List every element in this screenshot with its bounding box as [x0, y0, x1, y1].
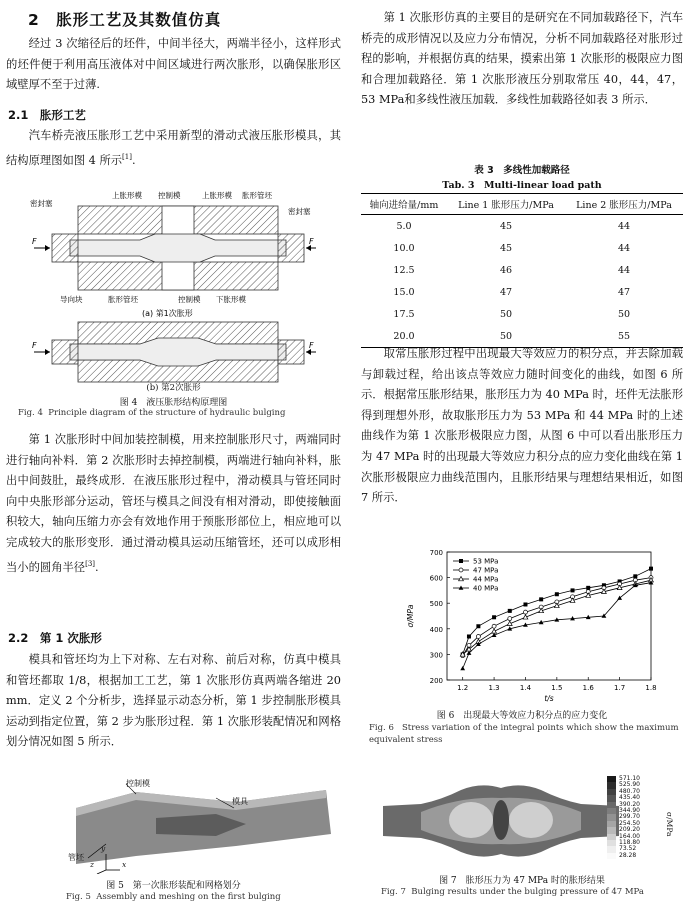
table-header-row — [361, 194, 683, 215]
legend-value: 299.70 — [619, 813, 640, 821]
table-cell: 50 — [617, 308, 631, 320]
legend-value: 254.50 — [619, 819, 640, 827]
data-point — [460, 666, 465, 670]
table-cell: 55 — [565, 325, 683, 348]
legend-value: 435.40 — [619, 794, 640, 802]
table-cell: 44 — [617, 220, 631, 232]
table-cell: 47 — [499, 286, 513, 298]
label-lower-mold: 下胀形模 — [216, 295, 246, 304]
y-tick-label: 600 — [429, 574, 443, 583]
data-point — [459, 568, 463, 572]
data-point — [476, 634, 480, 638]
data-point — [508, 617, 512, 621]
x-tick-label: 1.3 — [488, 684, 500, 692]
table-cell: 20.0 — [361, 325, 447, 348]
x-axis-label: t/s — [544, 694, 554, 703]
figure-7-legend-unit: σ/MPa — [665, 812, 674, 837]
x-tick-label: 1.5 — [551, 684, 563, 692]
x-tick-label: 1.7 — [614, 684, 626, 692]
label-tube-bottom: 胀形管坯 — [108, 295, 138, 304]
legend-entry — [607, 853, 683, 859]
subfigure-a-label: (a) 第1次胀形 — [142, 309, 193, 318]
force-label-right-b: F — [309, 341, 314, 350]
intro-paragraph: 经过 3 次缩径后的坯件，中间半径大，两端半径小，这样形式的坯件便于利用高压液体对中间区域进行两次胀形，以确保胀形区域壁厚不至于过薄. — [6, 37, 341, 92]
legend-value: 344.90 — [619, 806, 640, 814]
table-cell: 44 — [617, 264, 631, 276]
y-tick-label: 700 — [429, 549, 443, 557]
label-guide: 导向块 — [60, 295, 83, 304]
table-row — [361, 303, 683, 325]
figure-6-caption-en: Fig. 6 Stress variation of the integral points which show the maximum equivalent stress — [369, 723, 679, 745]
figure-4-caption-en: Fig. 4 Principle diagram of the structure of hydraulic bulging — [18, 408, 286, 418]
table-row — [361, 259, 683, 281]
data-point — [492, 624, 496, 628]
simulation-purpose-paragraph: 第 1 次胀形仿真的主要目的是研究在不同加载路径下，汽车桥壳的成形情况以及应力分布情况，分析不同加载路径对胀形过程的影响，并根据仿真的结果，摸索出第 1 次胀形的极限应力图和合理加载路径．第 1 次胀形液压分别取常压 40，44，47，53 MPa和多线性液压加载．多线性加载路径如表 3 所示． — [361, 11, 683, 107]
data-point — [459, 559, 463, 563]
diagram-a — [30, 190, 316, 318]
legend-value: 118.80 — [619, 838, 640, 846]
label-control-mold: 控制模 — [126, 779, 150, 788]
figure-6-chart — [401, 544, 663, 704]
table-cell: 10.0 — [393, 242, 415, 254]
subfigure-b-label: (b) 第2次胀形 — [146, 383, 201, 393]
label-die: 模具 — [232, 797, 248, 806]
figure-5-assembly-image — [66, 774, 336, 874]
label-upper-mold-a: 上胀形模 — [112, 191, 142, 200]
table-cell: 50 — [447, 325, 565, 348]
table-cell: 44 — [617, 242, 631, 254]
figure-6-caption-cn: 图 6 出现最大等效应力积分点的应力变化 — [436, 711, 608, 721]
legend-value: 390.20 — [619, 800, 640, 808]
table-3-title-cn: 表 3 多线性加载路径 — [474, 165, 570, 176]
label-seal-left: 密封塞 — [30, 199, 53, 208]
figure-7-bulging-result-image — [381, 776, 621, 866]
label-seal-right: 密封塞 — [288, 207, 311, 216]
table-cell: 45 — [499, 220, 513, 232]
figure-7-caption-cn: 图 7 胀形压力为 47 MPa 时的胀形结果 — [439, 876, 605, 886]
y-tick-label: 400 — [429, 625, 443, 634]
label-control-mold-a: 控制模 — [158, 191, 181, 200]
legend-label: 47 MPa — [473, 566, 499, 575]
table-cell: 15.0 — [393, 286, 415, 298]
data-point — [467, 634, 471, 638]
table-header-cell: 轴向进给量/mm — [361, 194, 447, 215]
label-control-mold-b: 控制模 — [178, 295, 201, 304]
table-row — [361, 281, 683, 303]
figure-5-caption-cn: 图 5 第一次胀形装配和网格划分 — [106, 881, 241, 891]
legend-label: 53 MPa — [473, 557, 499, 566]
table-header-cell: Line 2 胀形压力/MPa — [565, 194, 683, 215]
y-tick-label: 200 — [429, 677, 443, 685]
y-tick-label: 500 — [429, 600, 443, 609]
legend-label: 44 MPa — [473, 575, 499, 584]
x-tick-label: 1.2 — [457, 684, 469, 692]
label-tube: 胀形管坯 — [242, 191, 272, 200]
figure-4-diagram — [30, 188, 320, 388]
table-cell: 17.5 — [393, 308, 415, 320]
label-tube: 管坯 — [68, 853, 84, 862]
figure-5-caption-en: Fig. 5 Assembly and meshing on the first bulging — [66, 892, 281, 902]
data-point — [523, 610, 527, 614]
legend-value: 28.28 — [619, 851, 637, 859]
force-label-right: F — [309, 237, 314, 246]
data-point — [523, 602, 527, 606]
data-point — [571, 588, 575, 592]
data-point — [633, 574, 637, 578]
label-upper-mold-b: 上胀形模 — [202, 191, 232, 200]
data-point — [492, 615, 496, 619]
table-cell: 45 — [499, 242, 513, 254]
data-point — [555, 592, 559, 596]
table-3 — [361, 193, 683, 348]
table-cell: 50 — [499, 308, 513, 320]
force-label-left-b: F — [32, 341, 37, 350]
figure-7-caption-en: Fig. 7 Bulging results under the bulging pressure of 47 MPa — [381, 887, 644, 897]
y-axis-label: σ/MPa — [406, 604, 415, 628]
subsection-2-1-paragraph: 汽车桥壳液压胀形工艺中采用新型的滑动式液压胀形模具，其结构原理图如图 4 所示[1]. — [6, 129, 341, 167]
legend-value: 73.52 — [619, 845, 637, 853]
subsection-2-1-title: 2.1 胀形工艺 — [8, 108, 86, 122]
x-tick-label: 1.8 — [645, 684, 657, 692]
first-bulging-paragraph: 模具和管坯均为上下对称、左右对称、前后对称，仿真中模具和管坯都取 1/8，根据加工工艺，第 1 次胀形仿真两端各缩进 20 mm．定义 2 个分析步，选择显示动态分析，第 1 步控制胀形模具运动到指定位置，第 2 步为胀形过程．第 1 次胀形装配情况和网格划分情况如图 5 所示． — [6, 653, 341, 749]
data-point — [586, 586, 590, 590]
subsection-2-2-title: 2.2 第 1 次胀形 — [8, 631, 102, 645]
diagram-b — [32, 322, 316, 382]
section-title: 2 胀形工艺及其数值仿真 — [28, 11, 222, 29]
table-cell: 47 — [617, 286, 631, 298]
legend-value: 480.70 — [619, 787, 640, 795]
y-tick-label: 300 — [429, 651, 443, 660]
legend-value: 164.00 — [619, 832, 640, 840]
table-3-title-en: Tab. 3 Multi-linear load path — [442, 180, 602, 191]
legend-value: 209.20 — [619, 826, 640, 834]
table-row — [361, 215, 683, 238]
data-point — [508, 609, 512, 613]
table-cell: 5.0 — [396, 220, 412, 232]
legend-swatch — [607, 853, 616, 859]
data-point — [476, 624, 480, 628]
force-label-left: F — [32, 237, 37, 246]
x-tick-label: 1.6 — [582, 684, 594, 692]
legend-value: 525.90 — [619, 781, 640, 789]
legend-label: 40 MPa — [473, 584, 499, 593]
legend-value: 571.10 — [619, 775, 640, 782]
stress-analysis-paragraph: 取常压胀形过程中出现最大等效应力的积分点，并去除加载与卸载过程，给出该点等效应力随时间变化的曲线，如图 6 所示．根据常压胀形结果，胀形压力为 40 MPa 时，坯件无法胀形得到理想外形，故取胀形压力为 53 MPa 和 44 MPa 时的上述曲线作为第 1 次胀形极限应力图，从图 6 中可以看出胀形压力为 47 MPa 时的出现最大等效应力积分点的应力变化曲线在第 1 次胀形极限应力曲线范围内，且胀形结果与理想结果相近，如图 7 所示． — [361, 347, 683, 505]
data-point — [649, 567, 653, 571]
bulging-process-paragraph: 第 1 次胀形时中间加装控制模，用来控制胀形尺寸，两端同时进行轴向补料．第 2 次胀形时去掉控制模，两端进行轴向补料，胀出中间鼓肚，最终成形．在液压胀形过程中，滑动模具与管坯同时向中央胀形部分运动，管坯与模具之间没有相对滑动，即使接触面积较大，轴向压缩力亦会有效地作用于预胀形部位上，相应地可以完成较大的胀形变形．通过滑动模具运动压缩管坯，还可以成形相当小的圆角半径[3]. — [6, 433, 341, 574]
axis-y-label: y — [101, 844, 106, 853]
data-point — [539, 597, 543, 601]
axis-x-label: x — [122, 860, 127, 869]
figure-4-caption-cn: 图 4 液压胀形结构原理图 — [119, 398, 228, 408]
table-row — [361, 237, 683, 259]
table-cell: 12.5 — [393, 264, 415, 276]
x-tick-label: 1.4 — [519, 684, 532, 692]
axis-z-label: z — [90, 860, 94, 869]
table-cell: 46 — [499, 264, 513, 276]
table-header-cell: Line 1 胀形压力/MPa — [447, 194, 565, 215]
